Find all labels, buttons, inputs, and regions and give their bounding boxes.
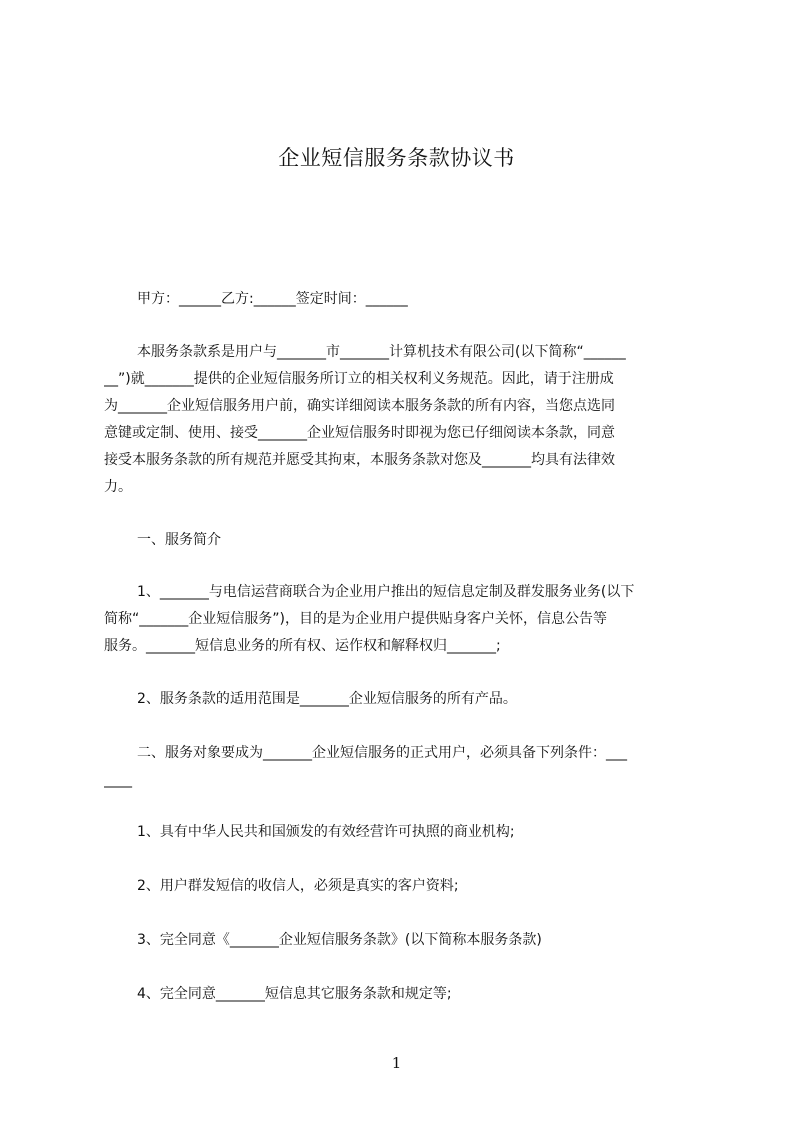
section2-heading-line: 二、服务对象要成为_______企业短信服务的正式用户，必须具备下列条件：___ <box>137 745 627 761</box>
section2-item-text: 1、具有中华人民共和国颁发的有效经营许可执照的商业机构; <box>137 824 515 840</box>
intro-line: 意键或定制、使用、接受_______企业短信服务时即视为您已仔细阅读本条款，同意 <box>104 425 615 441</box>
section1-item1 <box>104 579 704 660</box>
intro-line: 力。 <box>104 479 132 495</box>
intro-paragraph <box>104 339 704 501</box>
section2-item-2 <box>104 873 704 900</box>
section2-heading-line: ____ <box>104 772 132 788</box>
section1-item1-line: 1、_______与电信运营商联合为企业用户推出的短信息定制及群发服务业务(以下 <box>137 584 635 600</box>
page-number: 1 <box>391 1054 402 1072</box>
section1-item1-line: 服务。_______短信息业务的所有权、运作权和解释权归_______; <box>104 638 501 654</box>
section2-item-text: 3、完全同意《_______企业短信服务条款》(以下简称本服务条款) <box>137 932 542 948</box>
section2-item-4 <box>104 981 704 1008</box>
section2-heading <box>104 740 704 794</box>
section2-item-1 <box>104 819 704 846</box>
intro-line: 本服务条款系是用户与_______市_______计算机技术有限公司(以下简称“______ <box>137 344 626 360</box>
document-title: 企业短信服务条款协议书 <box>278 146 515 170</box>
intro-line: 为_______企业短信服务用户前，确实详细阅读本服务条款的所有内容，当您点选同 <box>104 398 615 414</box>
section2-item-text: 2、用户群发短信的收信人，必须是真实的客户资料; <box>137 878 459 894</box>
section2-item-text: 4、完全同意_______短信息其它服务条款和规定等; <box>137 986 452 1002</box>
section1-item2-text: 2、服务条款的适用范围是_______企业短信服务的所有产品。 <box>137 691 517 707</box>
section2-item-3 <box>104 927 704 954</box>
section1-heading <box>104 527 704 554</box>
section1-heading-text: 一、服务简介 <box>137 532 221 548</box>
intro-line: 接受本服务条款的所有规范并愿受其拘束，本服务条款对您及_______均具有法律效 <box>104 452 615 468</box>
intro-line: __”)就_______提供的企业短信服务所订立的相关权利义务规范。因此，请于注册成 <box>104 371 614 387</box>
party-header-line <box>104 286 704 313</box>
party-header-text: 甲方：______乙方:______签定时间：______ <box>137 291 408 307</box>
section1-item2 <box>104 686 704 713</box>
section1-item1-line: 简称“_______企业短信服务”)，目的是为企业用户提供贴身客户关怀，信息公告等 <box>104 611 607 627</box>
